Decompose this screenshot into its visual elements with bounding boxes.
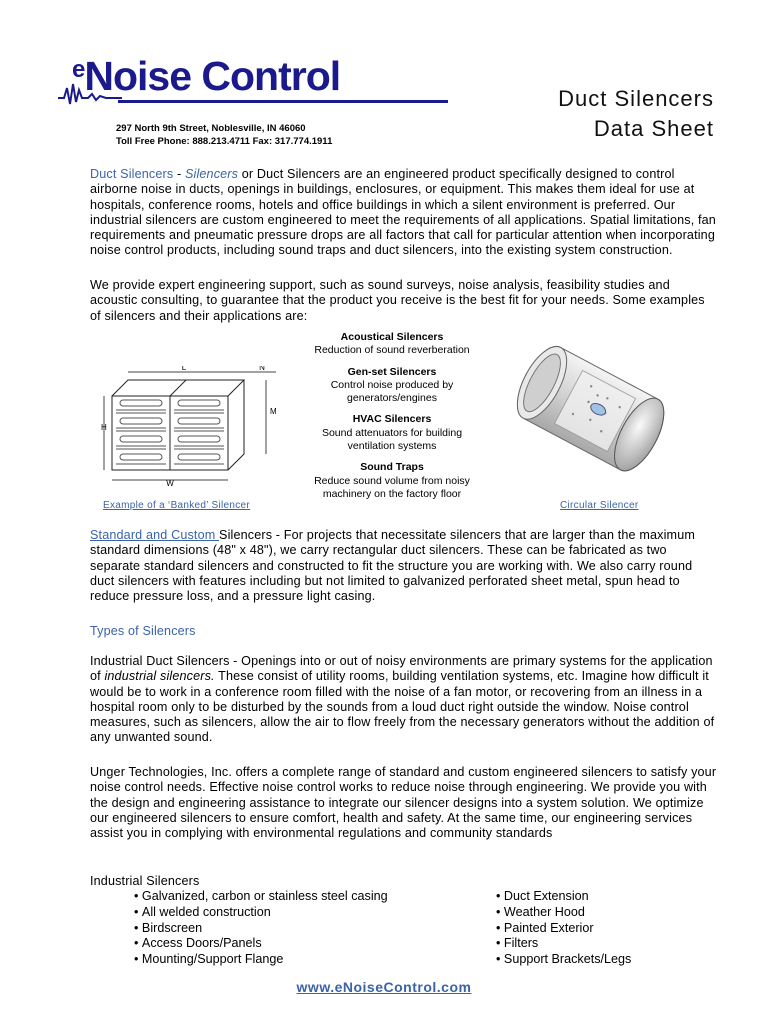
silencer-applications xyxy=(292,331,492,509)
section-heading-types: Types of Silencers xyxy=(90,624,196,638)
application-item: Sound Traps Reduce sound volume from noisy machinery on the factory floor xyxy=(314,461,470,500)
banked-silencer-caption: Example of a ‘Banked’ Silencer xyxy=(103,500,251,511)
unger-paragraph: Unger Technologies, Inc. offers a complete range of standard and custom engineered silencers to satisfy your noise control needs. Effective noise control works to reduce noise through engineering. We provide you with the design and engineering assistance to integrate our silencer designs into a system solution. We optimize our engineered silencers to ensure comfort, health and safety. At the same time, our engineering services assist you in complying with environmental regulations and community standards xyxy=(90,765,717,841)
industrial-silencers-heading: Industrial Silencers xyxy=(90,874,200,888)
title-line-2: Data Sheet xyxy=(593,116,714,141)
address-line: 297 North 9th Street, Noblesville, IN 46060 xyxy=(116,123,306,134)
dimension-label-l: L xyxy=(181,366,187,372)
standard-custom-paragraph: Standard and Custom Silencers - For projects that necessitate silencers that are larger than the maximum standard dimensions (48" x 48"), we carry rectangular duct silencers. These can be fabricated as two separate standard silencers and constructed to fit the structure you are working with. We also carry round duct silencers with features including but not limited to galvanized perforated sheet metal, spun head to reduce pressure loss, and a pressure light casing. xyxy=(90,528,695,604)
logo-underline xyxy=(118,100,448,103)
list-item: • Mounting/Support Flange xyxy=(134,952,388,968)
title-line-1: Duct Silencers xyxy=(558,86,714,111)
dimension-label-m: M xyxy=(270,407,277,416)
list-item: • Support Brackets/Legs xyxy=(496,952,631,968)
banked-silencer-drawing xyxy=(98,366,294,486)
list-item: • All welded construction xyxy=(134,905,388,921)
list-item: • Birdscreen xyxy=(134,921,388,937)
phone-fax-line: Toll Free Phone: 888.213.4711 Fax: 317.774.1911 xyxy=(116,136,333,147)
list-item: • Access Doors/Panels xyxy=(134,936,388,952)
features-list-right xyxy=(496,889,631,968)
list-item: • Filters xyxy=(496,936,631,952)
intro-paragraph: Duct Silencers - Silencers or Duct Silencers are an engineered product specifically designed to control airborne noise in ducts, openings in buildings, enclosures, or equipment. This makes them ideal for use at hospitals, conference rooms, hotels and office buildings in which a silent environment is preferred. Our industrial silencers are custom engineered to meet the requirements of all applications. Spatial limitations, fan requirements and pneumatic pressure drops are all factors that call for particular attention when incorporating noise control products, including sound traps and duct silencers, into the existing system construction. xyxy=(90,167,716,258)
dimension-label-h: H xyxy=(101,423,107,432)
dimension-label-w: W xyxy=(166,479,174,486)
intro-lead: Duct Silencers xyxy=(90,167,174,181)
circular-silencer-caption: Circular Silencer xyxy=(560,500,639,511)
logo-wordmark: $^e$Noise Control xyxy=(72,53,341,99)
website-link[interactable]: www.eNoiseControl.com xyxy=(296,979,472,995)
features-list-left xyxy=(134,889,388,968)
page-title xyxy=(558,84,714,144)
list-item: • Painted Exterior xyxy=(496,921,631,937)
company-address xyxy=(116,122,332,148)
application-item: HVAC Silencers Sound attenuators for building ventilation systems xyxy=(321,413,463,453)
intro-paragraph-2: We provide expert engineering support, such as sound surveys, noise analysis, feasibility studies and acoustic consulting, to guarantee that the product you receive is the best fit for your needs. Some examples of silencers and their applications are: xyxy=(90,278,705,323)
circular-silencer-drawing xyxy=(505,336,685,486)
list-item: • Galvanized, carbon or stainless steel casing xyxy=(134,889,388,905)
list-item: • Weather Hood xyxy=(496,905,631,921)
standard-custom-lead: Standard and Custom xyxy=(90,528,220,542)
application-item: Gen-set Silencers Control noise produced by generators/engines xyxy=(330,365,454,405)
company-logo xyxy=(58,50,398,130)
industrial-duct-paragraph: Industrial Duct Silencers - Openings into or out of noisy environments are primary systems for the application of industrial silencers. These consist of utility rooms, building ventilation systems, etc. Imagine how difficult it would be to work in a conference room filled with the noise of a fan motor, or recovering from an illness in a hospital room only to be disturbed by the sounds from a loud duct right outside the window. Noise control measures, such as silencers, allow the air to flow freely from the necessary generators without the addition of any unwanted sound. xyxy=(90,654,715,745)
application-item: Acoustical Silencers Reduction of sound reverberation xyxy=(314,331,470,357)
dimension-label-n: N xyxy=(259,366,265,372)
list-item: • Duct Extension xyxy=(496,889,631,905)
